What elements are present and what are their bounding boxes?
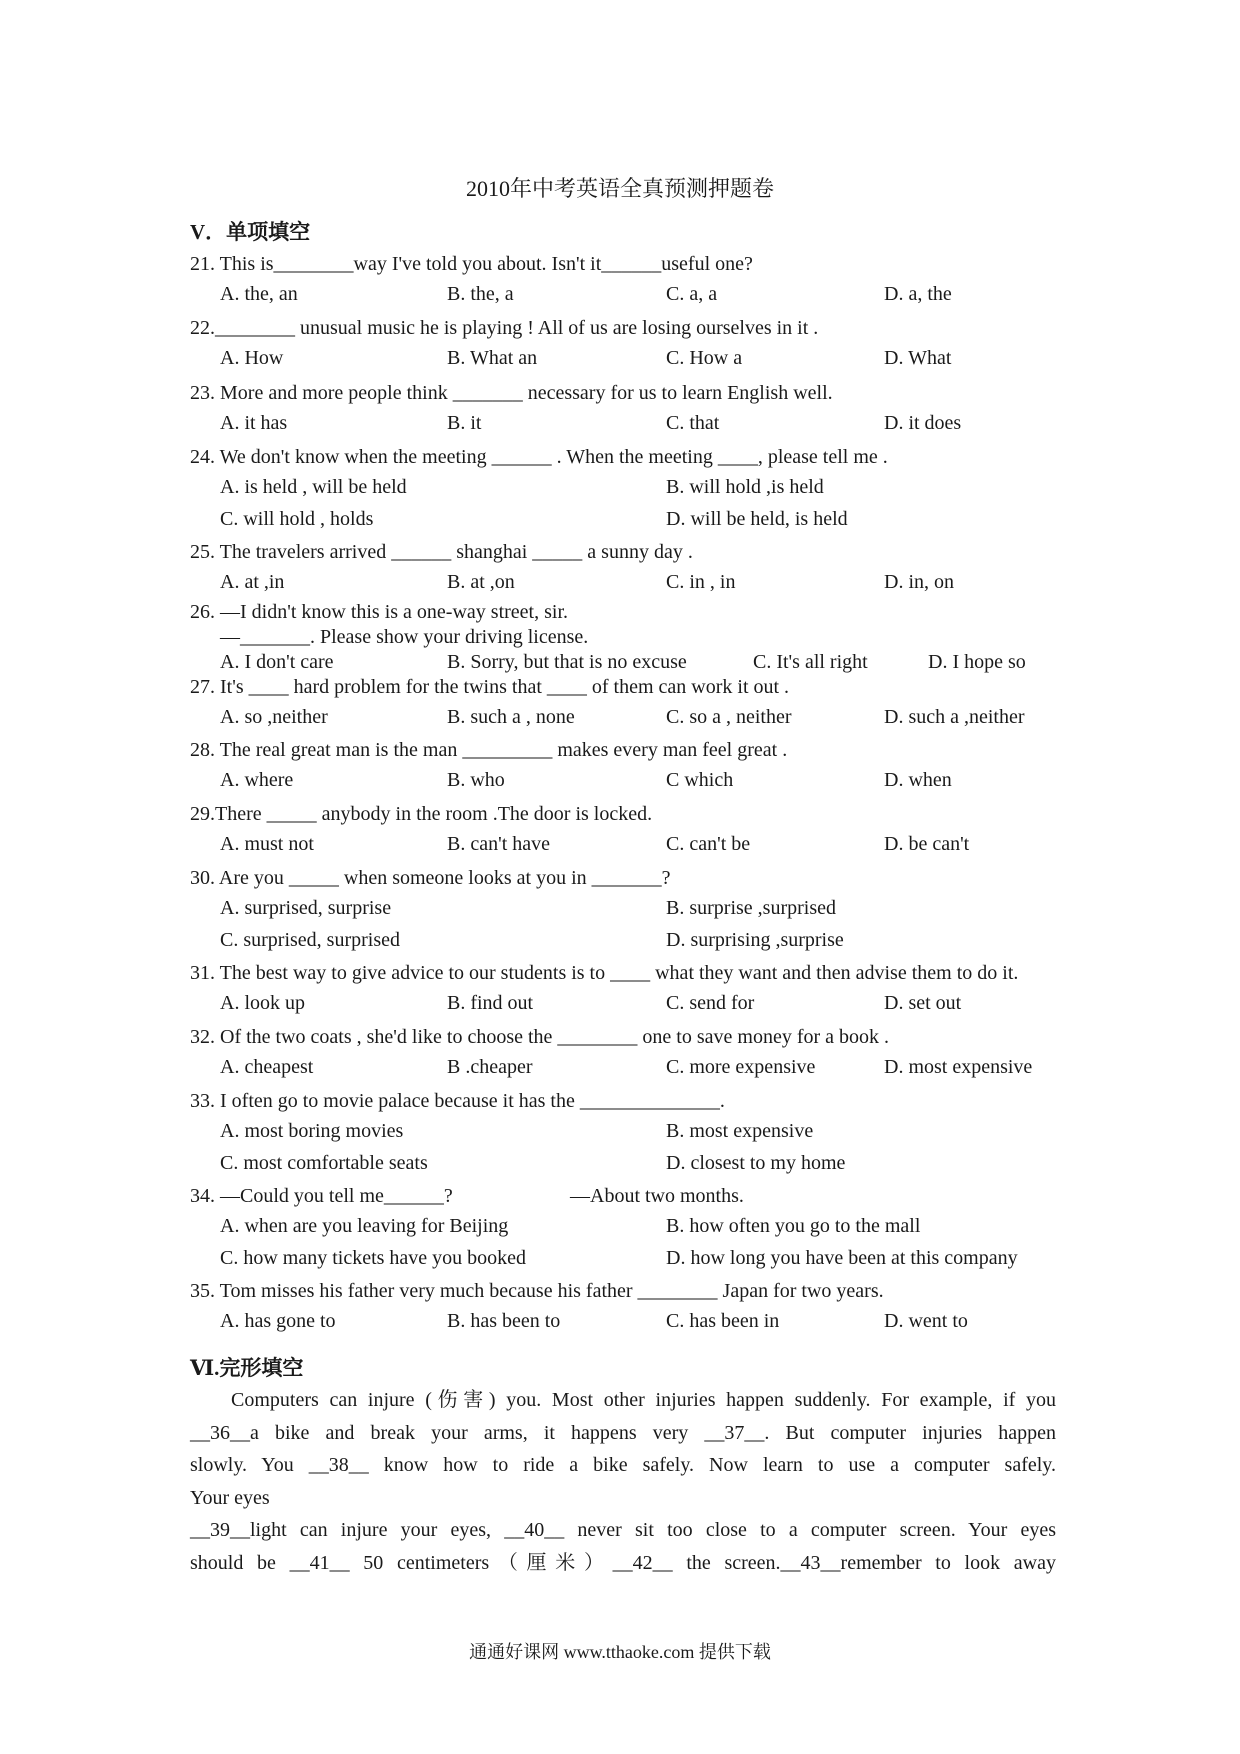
answer-option: C. more expensive xyxy=(666,1056,816,1078)
question-stem: 29.There _____ anybody in the room .The door is locked. xyxy=(190,803,653,825)
question-stem: 22.________ unusual music he is playing ! All of us are losing ourselves in it . xyxy=(190,317,819,339)
answer-option: A. How xyxy=(220,347,284,369)
footer-note: 通通好课网 www.tthaoke.com 提供下载 xyxy=(469,1642,771,1662)
answer-option: B. will hold ,is held xyxy=(666,476,824,498)
answer-option: A. when are you leaving for Beijing xyxy=(220,1215,509,1237)
answer-option: A. is held , will be held xyxy=(220,476,407,498)
answer-option: D. What xyxy=(884,347,952,369)
answer-option: D. I hope so xyxy=(928,651,1026,673)
answer-option: C. It's all right xyxy=(753,651,868,673)
answer-option: C. a, a xyxy=(666,283,718,305)
question-stem: 32. Of the two coats , she'd like to choose the ________ one to save money for a book . xyxy=(190,1026,890,1048)
answer-option: C. can't be xyxy=(666,833,751,855)
question-stem: 33. I often go to movie palace because it has the ______________. xyxy=(190,1090,725,1112)
answer-option: A. cheapest xyxy=(220,1056,314,1078)
answer-option: B. Sorry, but that is no excuse xyxy=(447,651,687,673)
answer-option: B. such a , none xyxy=(447,706,575,728)
question-stem: 24. We don't know when the meeting ______ . When the meeting ____, please tell me . xyxy=(190,446,888,468)
answer-option: B. most expensive xyxy=(666,1120,814,1142)
question-stem: 26. —I didn't know this is a one-way street, sir. xyxy=(190,601,568,623)
answer-option: C. send for xyxy=(666,992,755,1014)
answer-option: C. surprised, surprised xyxy=(220,929,400,951)
answer-option: D. how long you have been at this company xyxy=(666,1247,1018,1269)
answer-option: C. most comfortable seats xyxy=(220,1152,428,1174)
answer-option: A. look up xyxy=(220,992,305,1014)
answer-option: B. find out xyxy=(447,992,534,1014)
question-reply: —About two months. xyxy=(570,1185,744,1207)
passage-line: Computers can injure (伤害) you. Most other injuries happen suddenly. For example, if you xyxy=(231,1389,1056,1411)
answer-option: B. What an xyxy=(447,347,538,369)
answer-option: D. in, on xyxy=(884,571,954,593)
answer-option: D. will be held, is held xyxy=(666,508,848,530)
question-stem-line2: —_______. Please show your driving license. xyxy=(220,626,589,648)
answer-option: C. that xyxy=(666,412,720,434)
answer-option: B. how often you go to the mall xyxy=(666,1215,921,1237)
answer-option: A. it has xyxy=(220,412,288,434)
question-stem: 27. It's ____ hard problem for the twins that ____ of them can work it out . xyxy=(190,676,790,698)
answer-option: B. at ,on xyxy=(447,571,515,593)
answer-option: D. surprising ,surprise xyxy=(666,929,844,951)
answer-option: B. has been to xyxy=(447,1310,561,1332)
answer-option: D. set out xyxy=(884,992,962,1014)
question-stem: 31. The best way to give advice to our students is to ____ what they want and then advise them to do it. xyxy=(190,962,1019,984)
question-stem: 34. —Could you tell me______? xyxy=(190,1185,453,1207)
answer-option: C. in , in xyxy=(666,571,736,593)
question-stem: 28. The real great man is the man _________ makes every man feel great . xyxy=(190,739,788,761)
answer-option: C. How a xyxy=(666,347,743,369)
question-stem: 30. Are you _____ when someone looks at you in _______? xyxy=(190,867,671,889)
answer-option: A. where xyxy=(220,769,294,791)
answer-option: C. how many tickets have you booked xyxy=(220,1247,527,1269)
page-title: 2010年中考英语全真预测押题卷 xyxy=(465,176,774,201)
answer-option: A. I don't care xyxy=(220,651,334,673)
passage-line: should be __41__ 50 centimeters（厘米）__42__ the screen.__43__remember to look away xyxy=(190,1552,1056,1574)
question-stem: 23. More and more people think _______ necessary for us to learn English well. xyxy=(190,382,833,404)
answer-option: C which xyxy=(666,769,734,791)
passage-line: Your eyes xyxy=(190,1487,270,1509)
answer-option: D. when xyxy=(884,769,952,791)
question-stem: 21. This is________way I've told you about. Isn't it______useful one? xyxy=(190,253,753,275)
answer-option: D. be can't xyxy=(884,833,970,855)
answer-option: B. the, a xyxy=(447,283,514,305)
answer-option: B .cheaper xyxy=(447,1056,533,1078)
answer-option: B. it xyxy=(447,412,482,434)
question-stem: 35. Tom misses his father very much because his father ________ Japan for two years. xyxy=(190,1280,884,1302)
answer-option: C. will hold , holds xyxy=(220,508,374,530)
answer-option: C. so a , neither xyxy=(666,706,792,728)
answer-option: B. who xyxy=(447,769,505,791)
answer-option: D. went to xyxy=(884,1310,968,1332)
section-heading-single-choice: V．单项填空 xyxy=(190,220,311,244)
answer-option: A. must not xyxy=(220,833,314,855)
answer-option: B. surprise ,surprised xyxy=(666,897,836,919)
question-stem: 25. The travelers arrived ______ shanghai _____ a sunny day . xyxy=(190,541,693,563)
answer-option: D. a, the xyxy=(884,283,952,305)
answer-option: A. the, an xyxy=(220,283,298,305)
section-heading-cloze: Ⅵ.完形填空 xyxy=(190,1356,304,1380)
answer-option: D. it does xyxy=(884,412,962,434)
answer-option: A. so ,neither xyxy=(220,706,328,728)
answer-option: B. can't have xyxy=(447,833,551,855)
passage-line: __39__light can injure your eyes, __40__ never sit too close to a computer screen. Your eyes xyxy=(190,1519,1056,1541)
answer-option: A. at ,in xyxy=(220,571,285,593)
answer-option: A. surprised, surprise xyxy=(220,897,392,919)
answer-option: A. has gone to xyxy=(220,1310,336,1332)
passage-line: __36__a bike and break your arms, it happens very __37__. But computer injuries happen xyxy=(190,1422,1056,1444)
answer-option: C. has been in xyxy=(666,1310,780,1332)
passage-line: slowly. You __38__ know how to ride a bike safely. Now learn to use a computer safely. xyxy=(190,1454,1056,1476)
answer-option: D. most expensive xyxy=(884,1056,1033,1078)
answer-option: D. such a ,neither xyxy=(884,706,1025,728)
answer-option: A. most boring movies xyxy=(220,1120,404,1142)
answer-option: D. closest to my home xyxy=(666,1152,846,1174)
